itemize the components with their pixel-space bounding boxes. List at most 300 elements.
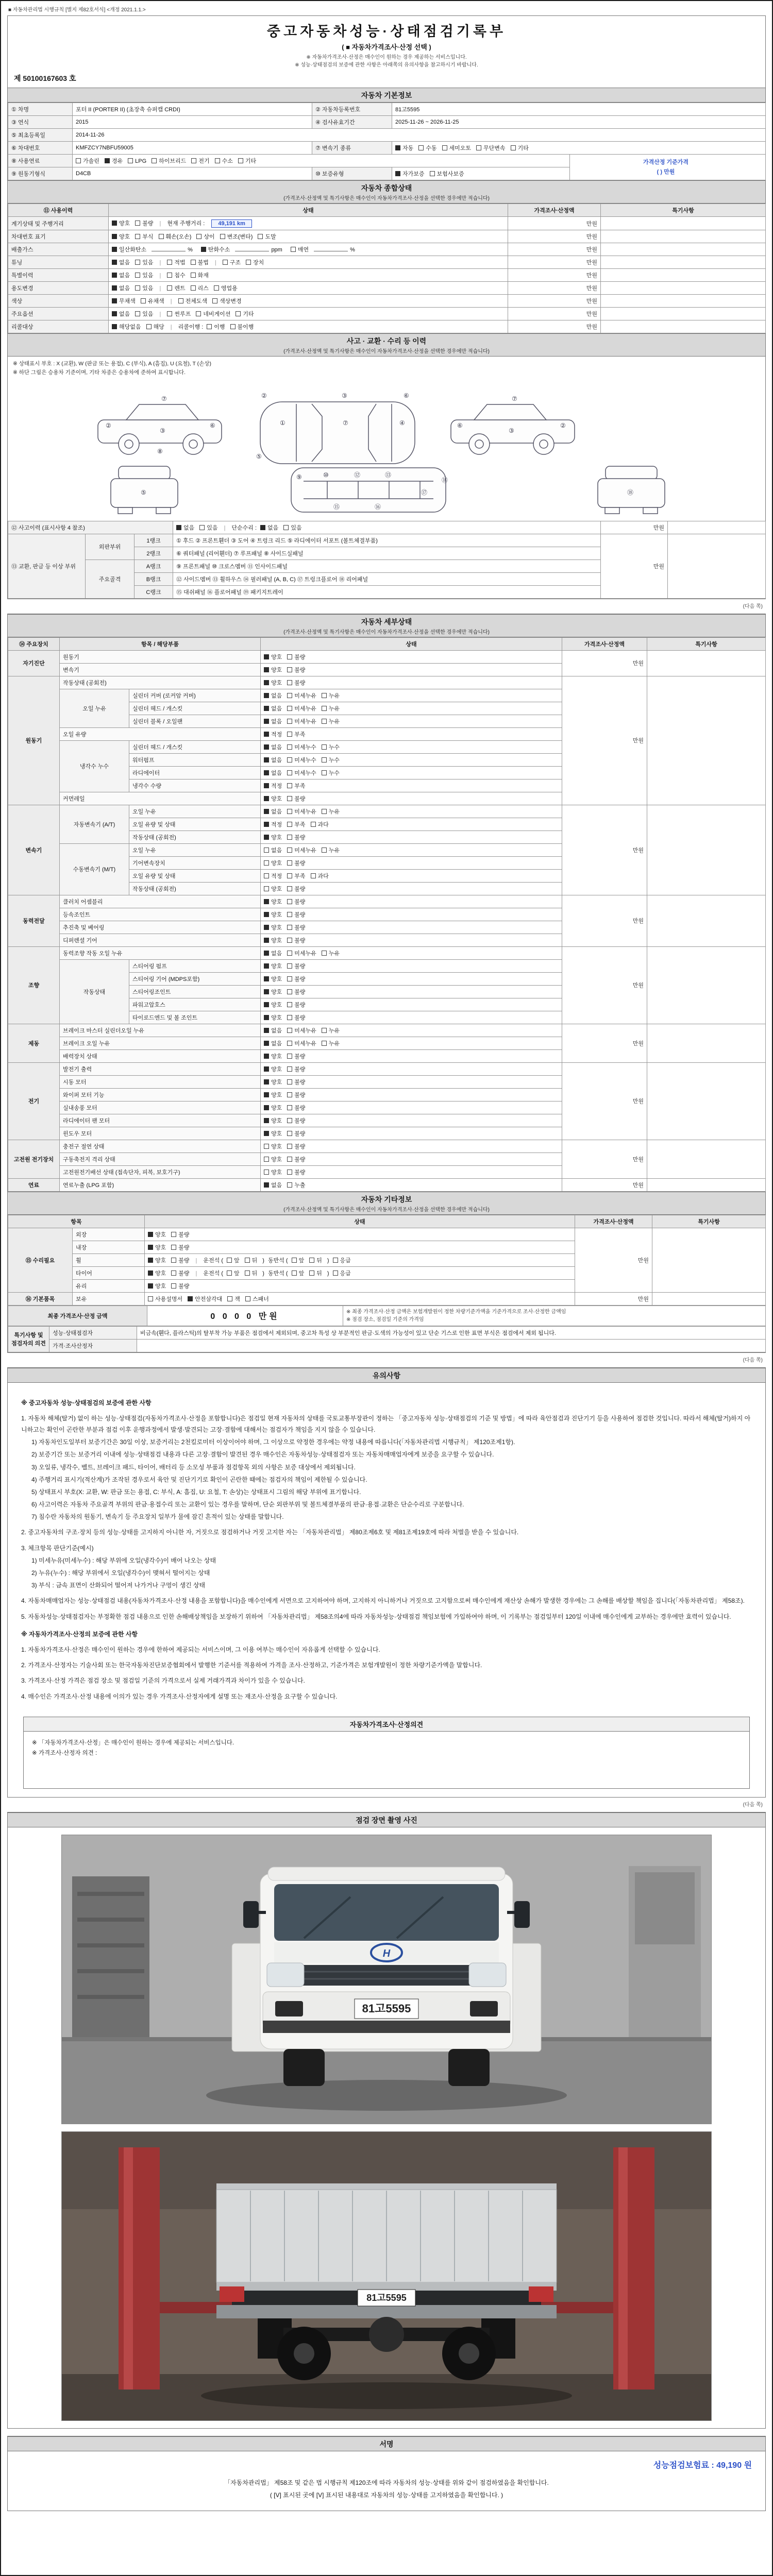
notice-subitem: 7) 침수란 자동차의 원동기, 변속기 등 주요장치 일부가 물에 잠긴 흔적이 있는 상태를 말합니다.: [31, 1513, 284, 1521]
checkbox-option[interactable]: 불량: [287, 859, 305, 867]
checkbox-option[interactable]: 있음: [135, 271, 153, 279]
checkbox-option[interactable]: 없음: [264, 743, 282, 751]
checkbox-icon: [322, 706, 327, 711]
field-value: [109, 256, 508, 269]
checkbox-option[interactable]: 적정: [264, 872, 282, 880]
checkbox-icon: [287, 1054, 292, 1059]
field-value: [109, 295, 508, 308]
checkbox-option[interactable]: 양호: [264, 1013, 282, 1022]
svg-text:②: ②: [560, 421, 566, 429]
checkbox-option[interactable]: 양호: [112, 232, 130, 241]
checkbox-option[interactable]: 수동: [418, 144, 436, 152]
checkbox-option[interactable]: 불량: [287, 1052, 305, 1060]
checkbox-option[interactable]: 양호: [264, 1155, 282, 1163]
checkbox-icon: [287, 1092, 292, 1097]
blank-input-field[interactable]: [235, 245, 269, 251]
checkbox-icon: [287, 1079, 292, 1084]
checkbox-option[interactable]: 불량: [287, 1116, 305, 1125]
checkbox-option[interactable]: 불량: [287, 962, 305, 970]
checkbox-icon: [287, 706, 292, 711]
checkbox-option[interactable]: 전기: [191, 157, 209, 165]
checkbox-option[interactable]: LPG: [128, 158, 146, 164]
checkbox-option[interactable]: 응급: [333, 1269, 351, 1277]
checkbox-option[interactable]: 불량: [171, 1256, 189, 1264]
checkbox-option[interactable]: 누유: [322, 717, 340, 725]
accident-note: (가격조사·산정액 및 특기사항은 매수인이 자동차가격조사·산정을 선택한 경우에만 적습니다): [283, 349, 490, 354]
checkbox-option[interactable]: 양호: [148, 1243, 166, 1251]
field-label: 유리: [73, 1279, 145, 1292]
checkbox-checked-icon: [148, 1283, 153, 1289]
photos-title: 점검 장면 촬영 사진: [356, 1816, 417, 1824]
checkbox-option[interactable]: 양호: [148, 1269, 166, 1277]
checkbox-option[interactable]: 하이브리드: [152, 157, 186, 165]
field-label: 원동기: [8, 676, 60, 805]
checkbox-option[interactable]: 미세누유: [287, 807, 316, 816]
checkbox-option[interactable]: 부족: [287, 820, 305, 828]
checkbox-option[interactable]: 자가보증: [395, 170, 425, 178]
checkbox-option[interactable]: 양호: [264, 1078, 282, 1086]
checkbox-option[interactable]: 침수: [167, 271, 185, 279]
checkbox-option[interactable]: 구조: [223, 258, 241, 266]
field-label: 실린더 헤드 / 개스킷: [129, 702, 261, 715]
signature-title: 서명: [379, 2439, 394, 2448]
field-label: 발전기 출력: [60, 1062, 261, 1075]
checkbox-option[interactable]: 해당없음: [112, 323, 141, 331]
checkbox-option[interactable]: 변조(변타): [220, 232, 253, 241]
inspection-photo-front: [61, 1835, 712, 2124]
checkbox-icon: [171, 1245, 176, 1250]
checkbox-option[interactable]: 없음: [264, 846, 282, 854]
field-value: [261, 972, 562, 985]
checkbox-option[interactable]: 부족: [287, 782, 305, 790]
checkbox-checked-icon: [264, 1028, 269, 1033]
status-code-legend: [8, 357, 765, 378]
checkbox-checked-icon: [264, 654, 269, 659]
checkbox-icon: [264, 1157, 269, 1162]
checkbox-icon: [322, 719, 327, 724]
checkbox-option[interactable]: 유채색: [141, 297, 164, 305]
checkbox-option[interactable]: 없음: [264, 756, 282, 764]
checkbox-option[interactable]: 없음: [112, 310, 130, 318]
checkbox-icon: [287, 744, 292, 750]
checkbox-option[interactable]: 양호: [264, 1168, 282, 1176]
checkbox-option[interactable]: 기타: [236, 310, 254, 318]
checkbox-checked-icon: [264, 963, 269, 969]
checkbox-option[interactable]: 양호: [148, 1256, 166, 1264]
checkbox-option[interactable]: 앞: [227, 1256, 240, 1264]
checkbox-option[interactable]: 불량: [135, 219, 153, 227]
field-value: [261, 792, 562, 805]
field-value: 2014-11-26: [73, 129, 766, 142]
price-opinion-line: ※ 「자동차가격조사·산정」은 매수인이 원하는 경우에 제공되는 서비스입니다.: [32, 1739, 234, 1746]
checkbox-option[interactable]: 없음: [264, 1181, 282, 1189]
checkbox-option[interactable]: 누유: [322, 1026, 340, 1035]
checkbox-option[interactable]: 없음: [264, 949, 282, 957]
checkbox-option[interactable]: 양호: [264, 1116, 282, 1125]
field-label: 스티어링 펌프: [129, 959, 261, 972]
checkbox-icon: [135, 260, 140, 265]
checkbox-checked-icon: [112, 311, 117, 316]
checkbox-option[interactable]: 양호: [264, 1001, 282, 1009]
field-value: [261, 740, 562, 753]
checkbox-option[interactable]: 사용설명서: [148, 1295, 182, 1303]
checkbox-checked-icon: [264, 1002, 269, 1007]
checkbox-option[interactable]: 이행: [207, 323, 225, 331]
checkbox-option[interactable]: 불량: [287, 936, 305, 944]
checkbox-option[interactable]: 없음: [112, 258, 130, 266]
field-label: 충전구 절연 상태: [60, 1140, 261, 1153]
checkbox-option[interactable]: 양호: [264, 1052, 282, 1060]
checkbox-option[interactable]: 양호: [264, 1065, 282, 1073]
checkbox-option[interactable]: 불량: [287, 653, 305, 661]
checkbox-option[interactable]: 있음: [199, 523, 217, 532]
checkbox-option[interactable]: 양호: [264, 988, 282, 996]
checkbox-option[interactable]: 앞: [227, 1269, 240, 1277]
checkbox-option[interactable]: 있음: [135, 258, 153, 266]
checkbox-icon: [511, 145, 516, 150]
checkbox-option[interactable]: 과다: [311, 872, 329, 880]
checkbox-option[interactable]: 불량: [287, 885, 305, 893]
checkbox-option[interactable]: 불량: [287, 1104, 305, 1112]
checkbox-option[interactable]: 적법: [167, 258, 185, 266]
checkbox-option[interactable]: 부족: [287, 730, 305, 738]
checkbox-option[interactable]: 없음: [264, 807, 282, 816]
checkbox-option[interactable]: 적정: [264, 782, 282, 790]
checkbox-option[interactable]: 불량: [287, 975, 305, 983]
checkbox-option[interactable]: 렌트: [167, 284, 185, 292]
checkbox-icon: [238, 158, 243, 163]
checkbox-option[interactable]: 양호: [148, 1230, 166, 1239]
checkbox-option[interactable]: 누유: [322, 949, 340, 957]
checkbox-option[interactable]: 불량: [287, 1001, 305, 1009]
checkbox-option[interactable]: 누수: [322, 743, 340, 751]
checkbox-option[interactable]: 없음: [264, 704, 282, 713]
checkbox-option[interactable]: 화재: [191, 271, 209, 279]
checkbox-option[interactable]: 양호: [264, 910, 282, 919]
checkbox-checked-icon: [112, 273, 117, 278]
checkbox-option[interactable]: 불량: [287, 1155, 305, 1163]
checkbox-option[interactable]: 없음: [264, 1026, 282, 1035]
svg-text:⑩: ⑩: [323, 471, 329, 479]
field-value: [261, 702, 562, 715]
checkbox-icon: [246, 260, 251, 265]
notice-item: 2. 중고자동차의 구조·장치 등의 성능·상태를 고지하지 아니한 자, 거짓으로 점검하거나 거짓 고지한 자는 「자동차관리법」 제80조제6호 및 제81조제19호에 따라 처벌을 받을 수 있습니다.: [21, 1529, 519, 1536]
checkbox-option[interactable]: 일산화탄소: [112, 245, 146, 253]
checkbox-option[interactable]: 양호: [264, 833, 282, 841]
field-label: ③ 연식: [8, 116, 73, 129]
checkbox-option[interactable]: 있음: [135, 284, 153, 292]
checkbox-option[interactable]: 양호: [264, 794, 282, 803]
checkbox-option[interactable]: 양호: [264, 923, 282, 931]
checkbox-option[interactable]: 불이행: [230, 323, 254, 331]
checkbox-icon: [141, 298, 146, 303]
checkbox-option[interactable]: 양호: [264, 962, 282, 970]
field-label: 추진축 및 베어링: [60, 921, 261, 934]
checkbox-option[interactable]: 해당: [146, 323, 164, 331]
checkbox-option[interactable]: 미세누수: [287, 743, 316, 751]
checkbox-option[interactable]: 부식: [135, 232, 153, 241]
checkbox-option[interactable]: 과다: [311, 820, 329, 828]
field-label: 구동축전지 격리 상태: [60, 1153, 261, 1165]
checkbox-option[interactable]: 탄화수소: [201, 245, 230, 253]
checkbox-option[interactable]: 무단변속: [476, 144, 506, 152]
checkbox-option[interactable]: 불량: [171, 1243, 189, 1251]
checkbox-icon: [287, 809, 292, 814]
checkbox-option[interactable]: 불량: [287, 666, 305, 674]
field-value: 2015: [73, 116, 312, 129]
checkbox-option[interactable]: 불량: [287, 1142, 305, 1150]
checkbox-option[interactable]: 불량: [287, 897, 305, 906]
checkbox-option[interactable]: 누수: [322, 756, 340, 764]
table-row: [8, 103, 766, 116]
checkbox-option[interactable]: 앞: [292, 1269, 305, 1277]
checkbox-icon: [171, 1283, 176, 1289]
detail-condition-table: [8, 637, 766, 1192]
checkbox-option[interactable]: 없음: [264, 691, 282, 700]
checkbox-option[interactable]: 썬루프: [167, 310, 191, 318]
svg-text:④: ④: [399, 419, 405, 427]
next-page-marker: (다음 쪽): [743, 603, 763, 609]
checkbox-option[interactable]: 불량: [287, 1078, 305, 1086]
checkbox-checked-icon: [148, 1245, 153, 1250]
field-value: 만원: [508, 217, 601, 230]
checkbox-option[interactable]: 미세누유: [287, 846, 316, 854]
checkbox-option[interactable]: 불량: [287, 1065, 305, 1073]
field-label: 성능·상태점검자: [49, 1326, 137, 1339]
checkbox-option[interactable]: 없음: [112, 284, 130, 292]
checkbox-option[interactable]: 잭: [227, 1295, 240, 1303]
checkbox-icon: [230, 324, 236, 329]
checkbox-option[interactable]: 색상변경: [212, 297, 242, 305]
checkbox-option[interactable]: 기타: [238, 157, 256, 165]
checkbox-option[interactable]: 없음: [264, 769, 282, 777]
field-label: ⑥ 차대번호: [8, 142, 73, 155]
checkbox-option[interactable]: 누유: [322, 691, 340, 700]
checkbox-option[interactable]: 불량: [287, 988, 305, 996]
column-header: 상태: [261, 637, 562, 650]
svg-text:⑥: ⑥: [210, 421, 215, 429]
checkbox-icon: [287, 1144, 292, 1149]
checkbox-icon: [287, 989, 292, 994]
final-notes: [343, 1306, 766, 1326]
divider: |: [214, 260, 216, 266]
checkbox-option[interactable]: 불량: [287, 910, 305, 919]
checkbox-option[interactable]: 누유: [322, 704, 340, 713]
checkbox-option[interactable]: 부족: [287, 872, 305, 880]
checkbox-option[interactable]: 가솔린: [76, 157, 99, 165]
checkbox-option[interactable]: 불법: [191, 258, 209, 266]
checkbox-option[interactable]: 미세누유: [287, 1026, 316, 1035]
checkbox-icon: [287, 873, 292, 878]
checkbox-option[interactable]: 불량: [287, 1091, 305, 1099]
checkbox-checked-icon: [264, 732, 269, 737]
checkbox-option[interactable]: 뒤: [309, 1256, 322, 1264]
checkbox-option[interactable]: 있음: [283, 523, 301, 532]
field-label: 브레이크 마스터 실린더오일 누유: [60, 1024, 261, 1037]
checkbox-checked-icon: [264, 1118, 269, 1123]
field-label: ⑩ 보증유형: [312, 167, 392, 180]
checkbox-icon: [128, 158, 133, 163]
checkbox-option[interactable]: 누유: [322, 1039, 340, 1047]
checkbox-option[interactable]: 적정: [264, 730, 282, 738]
checkbox-option[interactable]: 미세누유: [287, 1039, 316, 1047]
checkbox-option[interactable]: 누유: [322, 846, 340, 854]
field-label: 브레이크 오일 누유: [60, 1037, 261, 1049]
checkbox-option[interactable]: 안전삼각대: [188, 1295, 222, 1303]
checkbox-icon: [287, 1105, 292, 1110]
divider: |: [224, 524, 226, 531]
checkbox-icon: [287, 654, 292, 659]
checkbox-icon: [287, 1002, 292, 1007]
checkbox-option[interactable]: 세미오토: [442, 144, 472, 152]
field-label: 냉각수 누수: [60, 740, 129, 792]
checkbox-checked-icon: [112, 221, 117, 226]
checkbox-option[interactable]: 양호: [264, 859, 282, 867]
checkbox-option[interactable]: 스패너: [245, 1295, 269, 1303]
svg-text:③: ③: [509, 427, 514, 434]
checkbox-option[interactable]: 양호: [264, 1142, 282, 1150]
checkbox-option[interactable]: 응급: [333, 1256, 351, 1264]
checkbox-option[interactable]: 양호: [264, 1091, 282, 1099]
checkbox-option[interactable]: 경유: [105, 157, 123, 165]
checkbox-icon: [148, 1296, 153, 1301]
checkbox-option[interactable]: 없음: [176, 523, 194, 532]
checkbox-option[interactable]: 적정: [264, 820, 282, 828]
checkbox-option[interactable]: 불량: [171, 1230, 189, 1239]
checkbox-option[interactable]: 양호: [264, 885, 282, 893]
checkbox-option[interactable]: 상이: [196, 232, 214, 241]
checkbox-icon: [287, 886, 292, 891]
field-label: 등속조인트: [60, 908, 261, 921]
checkbox-option[interactable]: 불량: [287, 833, 305, 841]
checkbox-option[interactable]: 있음: [135, 310, 153, 318]
checkbox-icon: [287, 1015, 292, 1020]
checkbox-option[interactable]: 양호: [264, 666, 282, 674]
checkbox-option[interactable]: 양호: [264, 1129, 282, 1138]
checkbox-checked-icon: [105, 158, 110, 163]
checkbox-icon: [430, 171, 435, 176]
checkbox-option[interactable]: 누유: [322, 807, 340, 816]
field-value: 만원: [562, 805, 647, 895]
checkbox-option[interactable]: 미세누수: [287, 769, 316, 777]
notice-item: 3. 가격조사·산정 가격은 점검 장소 및 점검일 기준의 가격으로서 실제 거래가격과 차이가 있을 수 있습니다.: [21, 1677, 305, 1685]
checkbox-icon: [442, 145, 447, 150]
checkbox-option[interactable]: 영업용: [214, 284, 238, 292]
field-value: [261, 895, 562, 908]
checkbox-option[interactable]: 매연: [291, 245, 309, 253]
checkbox-option[interactable]: 양호: [264, 653, 282, 661]
checkbox-option[interactable]: 없음: [264, 1039, 282, 1047]
checkbox-option[interactable]: 양호: [264, 975, 282, 983]
checkbox-option[interactable]: 없음: [264, 717, 282, 725]
checkbox-option[interactable]: 누출: [287, 1181, 305, 1189]
checkbox-icon: [167, 260, 172, 265]
checkbox-option[interactable]: 불량: [287, 679, 305, 687]
checkbox-option[interactable]: 양호: [264, 897, 282, 906]
table-row: [8, 946, 766, 959]
checkbox-option[interactable]: 무채색: [112, 297, 136, 305]
checkbox-option[interactable]: 양호: [112, 219, 130, 227]
checkbox-option[interactable]: 뒤: [245, 1256, 258, 1264]
checkbox-option[interactable]: 양호: [264, 936, 282, 944]
checkbox-option[interactable]: 누수: [322, 769, 340, 777]
field-value: [261, 998, 562, 1011]
checkbox-option[interactable]: 불량: [287, 1013, 305, 1022]
checkbox-option[interactable]: 미세누유: [287, 717, 316, 725]
checkbox-option[interactable]: 불량: [287, 1129, 305, 1138]
checkbox-option[interactable]: 미세누유: [287, 691, 316, 700]
checkbox-option[interactable]: 양호: [264, 679, 282, 687]
field-value: [109, 282, 508, 295]
checkbox-option[interactable]: 뒤: [309, 1269, 322, 1277]
field-label: ⑮ 수리필요: [8, 1228, 73, 1292]
checkbox-option[interactable]: 네비게이션: [196, 310, 230, 318]
field-value: [647, 805, 766, 895]
checkbox-icon: [287, 693, 292, 698]
checkbox-option[interactable]: 양호: [148, 1282, 166, 1290]
checkbox-option[interactable]: 미세누유: [287, 704, 316, 713]
blank-input-field[interactable]: [314, 245, 348, 251]
field-label: 고전원전기배선 상태 (접속단자, 피복, 보호기구): [60, 1165, 261, 1178]
checkbox-option[interactable]: 양호: [264, 1104, 282, 1112]
checkbox-icon: [311, 822, 316, 827]
unit-label: ppm: [271, 247, 282, 253]
checkbox-option[interactable]: 없음: [112, 271, 130, 279]
svg-text:H: H: [382, 1947, 391, 1959]
table-row: [8, 1228, 766, 1241]
checkbox-option[interactable]: 미세누유: [287, 949, 316, 957]
checkbox-option[interactable]: 불량: [171, 1282, 189, 1290]
blank-input-field[interactable]: [152, 245, 186, 251]
legend-line-2: ※ 하단 그림은 승용차 기준이며, 기타 차종은 승용차에 준하여 표시합니다.: [13, 369, 186, 376]
checkbox-option[interactable]: 불량: [171, 1269, 189, 1277]
checkbox-option[interactable]: 수소: [215, 157, 233, 165]
checkbox-checked-icon: [264, 744, 269, 750]
inline-text: 가격산정 기준가격: [643, 159, 689, 165]
table-row: [8, 1306, 766, 1326]
checkbox-option[interactable]: 없음: [260, 523, 278, 532]
checkbox-option[interactable]: 불량: [287, 1168, 305, 1176]
final-price-table: [8, 1306, 766, 1326]
checkbox-icon: [287, 938, 292, 943]
checkbox-option[interactable]: 도말: [258, 232, 276, 241]
checkbox-option[interactable]: 훼손(오손): [159, 232, 192, 241]
checkbox-option[interactable]: 보험사보증: [430, 170, 464, 178]
checkbox-option[interactable]: 리스: [191, 284, 209, 292]
unit-label: %: [188, 247, 193, 253]
signature-header: [8, 2436, 765, 2451]
field-label: 오일 유량 및 상태: [129, 869, 261, 882]
checkbox-option[interactable]: 전체도색: [178, 297, 208, 305]
divider: |: [170, 298, 172, 304]
checkbox-option[interactable]: 뒤: [245, 1269, 258, 1277]
checkbox-option[interactable]: 장치: [246, 258, 264, 266]
checkbox-icon: [227, 1296, 232, 1301]
checkbox-option[interactable]: 자동: [395, 144, 413, 152]
checkbox-option[interactable]: 미세누수: [287, 756, 316, 764]
checkbox-option[interactable]: 불량: [287, 794, 305, 803]
checkbox-checked-icon: [395, 145, 400, 150]
field-label: 외장: [73, 1228, 145, 1241]
field-value: [145, 1266, 575, 1279]
field-value: 2025-11-26 ~ 2026-11-25: [392, 116, 766, 129]
checkbox-option[interactable]: 불량: [287, 923, 305, 931]
etc-title: 자동차 기타정보: [361, 1195, 412, 1204]
field-label: 배력장치 상태: [60, 1049, 261, 1062]
field-label: 주요옵션: [8, 308, 109, 320]
checkbox-option[interactable]: 기타: [511, 144, 529, 152]
checkbox-option[interactable]: 앞: [292, 1256, 305, 1264]
